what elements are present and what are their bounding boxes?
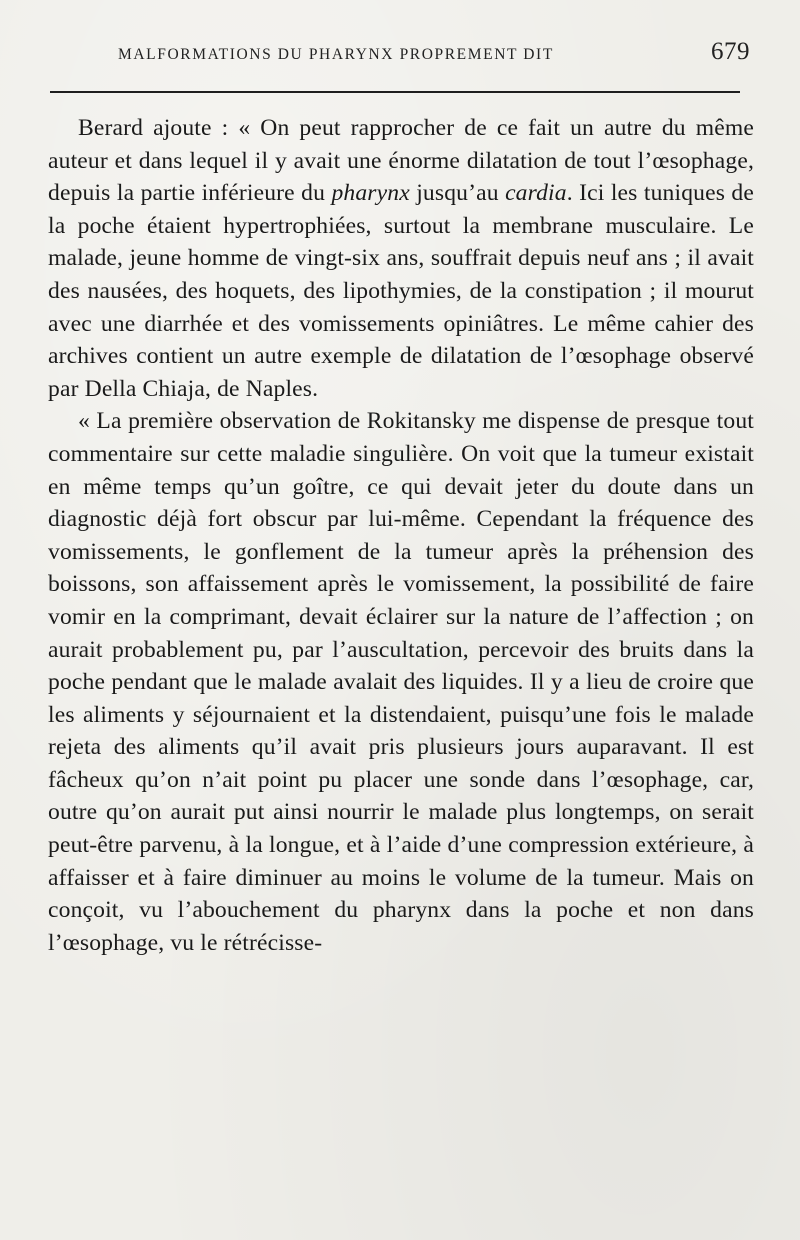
paragraph-rokitansky: « La première observation de Rokitansky me dispense de presque tout commentaire sur cette maladie singulière. On voit que la tumeur existait en même temps qu’un goître, ce qui devait jeter du doute dans un diagnostic déjà fort obscur par lui-même. Cependant la fréquence des vomissements, le gonflement de la tumeur après la préhension des boissons, son affaissement après le vomissement, la possibilité de faire vomir en la comprimant, devait éclairer sur la nature de l’affection ; on aurait probablement pu, par l’auscultation, percevoir des bruits dans la poche pendant que le malade avalait des liquides. Il y a lieu de croire que les aliments y séjournaient et la distendaient, puisqu’une fois le malade rejeta des aliments qu’il avait pris plusieurs jours auparavant. Il est fâcheux qu’on n’ait point pu placer une sonde dans l’œsophage, car, outre qu’on aurait put ainsi nourrir le malade plus longtemps, on serait peut-être parvenu, à la longue, et à l’aide d’une compression extérieure, à affaisser et à faire diminuer au moins le volume de la tumeur. Mais on conçoit, vu l’abouchement du pharynx dans la poche et non dans l’œsophage, vu le rétrécisse- <box>48 408 754 956</box>
paragraph-text: Berard ajoute : « On peut rapprocher de ce fait un autre du même auteur et dans lequel il y avait une énorme dilatation de tout l’œsophage, depuis la partie inférieure du <box>48 115 754 207</box>
paragraph-berard <box>48 112 754 405</box>
paragraph-text: . Ici les tuniques de la poche étaient hypertrophiées, surtout la membrane musculaire. Le malade, jeune homme de vingt-six ans, souffrait depuis neuf ans ; il avait des nausées, des hoquets, des lipothymies, de la constipation ; il mourut avec une diarrhée et des vomissements opiniâtres. Le même cahier des archives contient un autre exemple de dilatation de l’œsophage observé par Della Chiaja, de Naples. <box>48 180 754 402</box>
paragraph-text: jusqu’au <box>409 180 506 207</box>
italic-term: pharynx <box>331 180 410 207</box>
italic-term: cardia <box>505 180 567 207</box>
page-number: 679 <box>711 38 750 65</box>
running-header <box>118 38 750 72</box>
body-text <box>48 112 754 959</box>
running-title: MALFORMATIONS DU PHARYNX PROPREMENT DIT <box>118 46 554 63</box>
header-rule <box>50 91 740 93</box>
